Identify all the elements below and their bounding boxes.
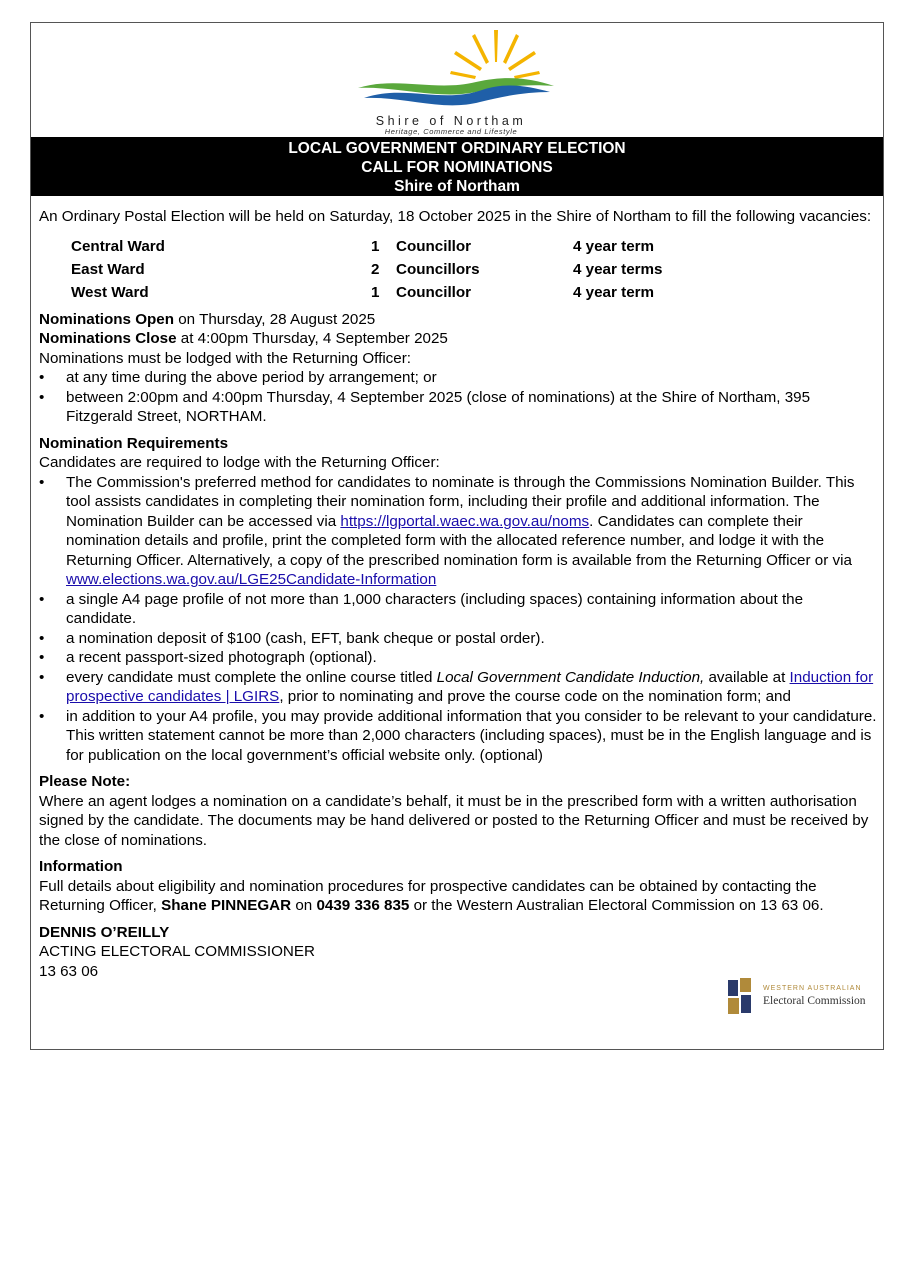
shire-of-northam-logo bbox=[356, 26, 556, 136]
nominations-open-text: on Thursday, 28 August 2025 bbox=[174, 310, 376, 328]
requirements-list bbox=[39, 473, 877, 766]
lodge-text: Nominations must be lodged with the Returning Officer: bbox=[39, 349, 412, 367]
ward-role-cell: Councillors bbox=[396, 260, 480, 278]
ward-role-cell: Councillor bbox=[396, 237, 472, 255]
information-heading: Information bbox=[39, 858, 123, 875]
ward-role-cell: Councillor bbox=[396, 283, 472, 301]
nominations-close-label: Nominations Close bbox=[39, 330, 177, 347]
intro-text: An Ordinary Postal Election will be held on Saturday, 18 October 2025 in the Shire of Northam to fill the following vacancies: bbox=[39, 208, 872, 225]
requirements-heading: Nomination Requirements bbox=[39, 434, 229, 452]
list-item: • between 2:00pm and 4:00pm Thursday, 4 September 2025 (close of nominations) at the Shire of Northam, 395 Fitzgerald Street, NORTHAM. bbox=[39, 388, 877, 427]
returning-officer-phone: 0439 336 835 bbox=[316, 897, 410, 914]
induction-link[interactable]: Induction for prospective candidates | LGIRS bbox=[66, 668, 874, 705]
ward-term-cell: 4 year term bbox=[573, 283, 655, 301]
candidate-information-link[interactable]: www.elections.wa.gov.au/LGE25Candidate-Information bbox=[66, 571, 437, 588]
information-text: Full details about eligibility and nomination procedures for prospective candidates can be obtained by contacting the Returning Officer, Shane PINNEGAR on 0439 336 835 or the Western Australian Electoral Commission on 13 63 06. bbox=[39, 877, 824, 914]
list-item: • The Commission's preferred method for candidates to nominate is through the Commissions Nomination Builder. This tool assists candidates in completing their nomination form, including their profile and additional information. The Nomination Builder can be accessed via https://lgportal.waec.wa.gov.au/noms. Candidates can complete their nomination details and profile, print the completed form with the allocated reference number, and lodge it with the Returning Officer. Alternatively, a copy of the prescribed nomination form is available from the Returning Officer or via www.elections.wa.gov.au/LGE25Candidate-Information bbox=[39, 473, 877, 590]
list-item: • every candidate must complete the online course titled Local Government Candidate Induction, available at Induction for prospective candidates | LGIRS, prior to nominating and prove the course code on the nomination form; and bbox=[39, 668, 877, 707]
banner-line-1: LOCAL GOVERNMENT ORDINARY ELECTION bbox=[288, 140, 626, 157]
note-text: Where an agent lodges a nomination on a candidate’s behalf, it must be in the prescribed form with a written authorisation signed by the candidate. The documents may be hand delivered or posted to the Returning Officer and must be received by the close of nominations. bbox=[39, 792, 869, 849]
list-item: • at any time during the above period by arrangement; or bbox=[39, 368, 877, 388]
ward-ward-cell: East Ward bbox=[71, 260, 145, 278]
list-item: • a recent passport-sized photograph (optional). bbox=[39, 648, 877, 668]
table-row bbox=[71, 283, 723, 306]
table-row bbox=[71, 260, 723, 283]
commission-emblem-icon bbox=[726, 976, 754, 1018]
electoral-commission-logo bbox=[726, 976, 876, 1018]
signatory-name: DENNIS O’REILLY bbox=[39, 923, 170, 941]
commission-logo-line-1: WESTERN AUSTRALIAN bbox=[763, 985, 862, 992]
ward-count-cell: 1 bbox=[371, 237, 380, 255]
ward-ward-cell: West Ward bbox=[71, 283, 149, 301]
title-banner bbox=[31, 137, 883, 196]
nominations-close-text: at 4:00pm Thursday, 4 September 2025 bbox=[176, 330, 448, 347]
sun-waves-icon bbox=[356, 26, 556, 116]
nomination-builder-link[interactable]: https://lgportal.waec.wa.gov.au/noms bbox=[340, 512, 590, 530]
table-row bbox=[71, 237, 723, 260]
banner-line-3: Shire of Northam bbox=[394, 178, 520, 195]
logo-name: Shire of Northam bbox=[375, 114, 527, 128]
requirements-lead: Candidates are required to lodge with the Returning Officer: bbox=[39, 454, 440, 471]
ward-term-cell: 4 year term bbox=[573, 237, 655, 255]
commission-logo-line-2: Electoral Commission bbox=[763, 995, 866, 1007]
list-item: • in addition to your A4 profile, you may provide additional information that you consider to be relevant to your candidature. This written statement cannot be more than 2,000 characters (including spaces), must be in the English language and is for publication on the local government’s official website only. (optional) bbox=[39, 707, 877, 766]
ward-ward-cell: Central Ward bbox=[71, 237, 165, 255]
ward-term-cell: 4 year terms bbox=[573, 260, 663, 278]
ward-count-cell: 1 bbox=[371, 283, 380, 301]
signatory-title: ACTING ELECTORAL COMMISSIONER bbox=[39, 943, 315, 960]
list-item: • a single A4 page profile of not more than 1,000 characters (including spaces) containing information about the candidate. bbox=[39, 590, 877, 629]
nominations-open-label: Nominations Open bbox=[39, 310, 175, 328]
nominations-close bbox=[39, 329, 877, 349]
nominations-open bbox=[39, 310, 877, 330]
lodge-list bbox=[39, 368, 877, 427]
list-item: • a nomination deposit of $100 (cash, EFT, bank cheque or postal order). bbox=[39, 629, 877, 649]
logo-tagline: Heritage, Commerce and Lifestyle bbox=[384, 127, 518, 136]
notice-body bbox=[39, 207, 877, 981]
vacancies-table bbox=[71, 237, 723, 306]
banner-line-2: CALL FOR NOMINATIONS bbox=[361, 159, 553, 176]
note-heading: Please Note: bbox=[39, 773, 131, 790]
ward-count-cell: 2 bbox=[371, 260, 380, 278]
returning-officer-name: Shane PINNEGAR bbox=[161, 897, 292, 914]
signatory-phone: 13 63 06 bbox=[39, 962, 99, 980]
